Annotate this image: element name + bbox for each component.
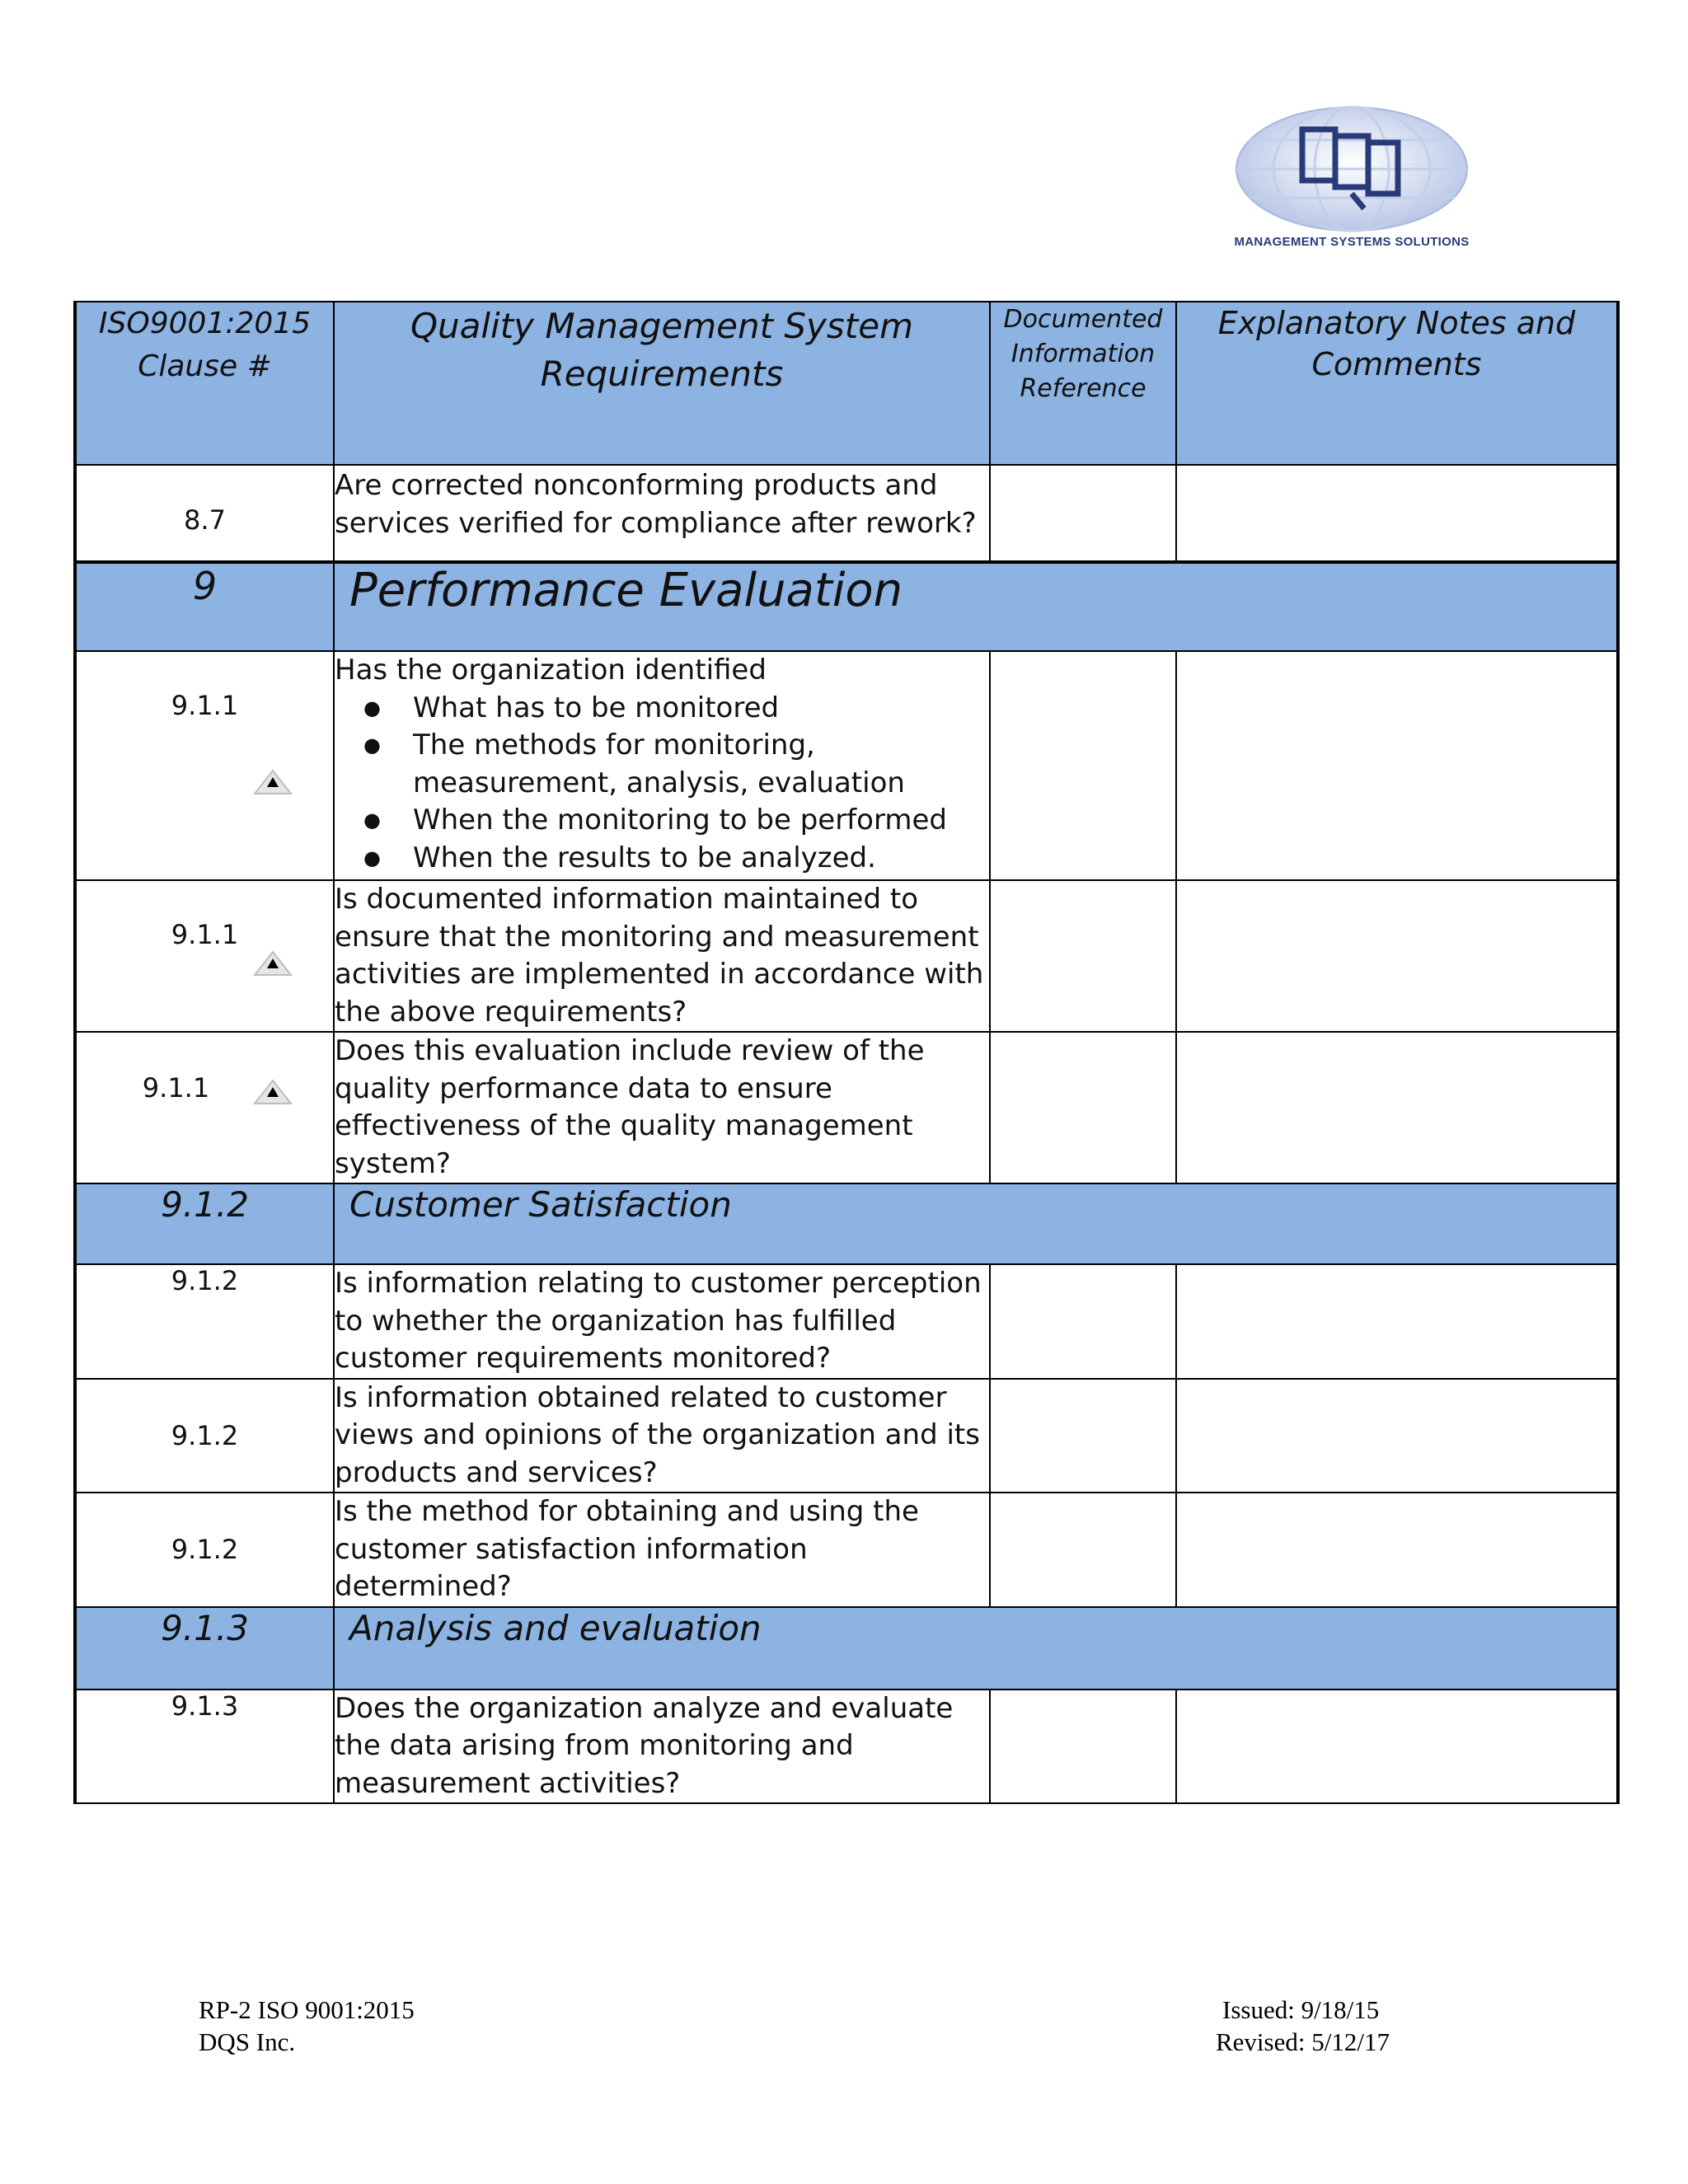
header-requirements: Quality Management System Requirements xyxy=(334,302,990,465)
scroll-up-arrow-icon[interactable] xyxy=(251,1076,294,1105)
question-cell: Has the organization identified ● What has to be monitored ● The methods for monitoring, measurement, analysis, evaluation ● When the monitoring to be performed ● When the results to be analyzed. xyxy=(334,651,990,880)
monitoring-list xyxy=(335,690,989,878)
doc-ref-cell[interactable] xyxy=(990,1379,1176,1493)
table-row xyxy=(75,1379,1618,1493)
footer-revised: Revised: 5/12/17 xyxy=(1216,2027,1390,2056)
question-cell: Is documented information maintained to ensure that the monitoring and measurement activities are implemented in accordance with the above requirements? xyxy=(334,880,990,1032)
clause-cell: 9.1.2 xyxy=(75,1379,334,1493)
notes-cell[interactable] xyxy=(1176,465,1618,562)
doc-ref-cell[interactable] xyxy=(990,1032,1176,1183)
section-clause: 9 xyxy=(75,562,334,651)
footer-doc-id: RP-2 ISO 9001:2015 xyxy=(199,1995,415,2024)
scroll-up-arrow-icon[interactable] xyxy=(251,766,294,795)
section-row xyxy=(75,562,1618,651)
list-item: ● When the monitoring to be performed xyxy=(413,802,989,840)
section-row xyxy=(75,1607,1618,1690)
footer-left xyxy=(199,1994,415,2058)
question-cell: Is the method for obtaining and using the customer satisfaction information determined? xyxy=(334,1493,990,1607)
doc-ref-cell[interactable] xyxy=(990,651,1176,880)
footer-company: DQS Inc. xyxy=(199,2027,296,2056)
table-header-row xyxy=(75,302,1618,465)
notes-cell[interactable] xyxy=(1176,1493,1618,1607)
notes-cell[interactable] xyxy=(1176,1264,1618,1379)
clause-cell: 9.1.1 xyxy=(75,1032,334,1183)
question-cell: Does this evaluation include review of the quality performance data to ensure effectiveness of the quality management system? xyxy=(334,1032,990,1183)
clause-cell: 9.1.1 xyxy=(75,880,334,1032)
question-cell: Does the organization analyze and evaluate the data arising from monitoring and measurement activities? xyxy=(334,1690,990,1804)
footer-right xyxy=(1216,1994,1390,2058)
table-row xyxy=(75,651,1618,880)
section-title: Performance Evaluation xyxy=(334,562,1618,651)
table-row xyxy=(75,465,1618,562)
table-row xyxy=(75,880,1618,1032)
header-notes: Explanatory Notes and Comments xyxy=(1176,302,1618,465)
notes-cell[interactable] xyxy=(1176,1032,1618,1183)
dqs-logo xyxy=(1228,103,1475,255)
doc-ref-cell[interactable] xyxy=(990,1264,1176,1379)
doc-ref-cell[interactable] xyxy=(990,880,1176,1032)
question-cell: Are corrected nonconforming products and services verified for compliance after rework? xyxy=(334,465,990,562)
clause-cell: 9.1.3 xyxy=(75,1690,334,1804)
notes-cell[interactable] xyxy=(1176,880,1618,1032)
requirements-table xyxy=(73,301,1620,1804)
list-item: ● What has to be monitored xyxy=(413,690,989,728)
doc-ref-cell[interactable] xyxy=(990,1493,1176,1607)
section-row xyxy=(75,1183,1618,1264)
table-row xyxy=(75,1690,1618,1804)
doc-ref-cell[interactable] xyxy=(990,465,1176,562)
scroll-up-arrow-icon[interactable] xyxy=(251,947,294,977)
section-clause: 9.1.3 xyxy=(75,1607,334,1690)
clause-cell: 9.1.1 xyxy=(75,651,334,880)
clause-cell: 9.1.2 xyxy=(75,1493,334,1607)
clause-cell: 9.1.2 xyxy=(75,1264,334,1379)
list-item: ● When the results to be analyzed. xyxy=(413,840,989,878)
notes-cell[interactable] xyxy=(1176,1379,1618,1493)
doc-ref-cell[interactable] xyxy=(990,1690,1176,1804)
table-row xyxy=(75,1493,1618,1607)
notes-cell[interactable] xyxy=(1176,651,1618,880)
section-title: Analysis and evaluation xyxy=(334,1607,1618,1690)
question-cell: Is information relating to customer perception to whether the organization has fulfilled customer requirements monitored? xyxy=(334,1264,990,1379)
section-clause: 9.1.2 xyxy=(75,1183,334,1264)
table-row xyxy=(75,1264,1618,1379)
logo-tagline: MANAGEMENT SYSTEMS SOLUTIONS xyxy=(1234,235,1470,249)
notes-cell[interactable] xyxy=(1176,1690,1618,1804)
header-clause: ISO9001:2015 Clause # xyxy=(75,302,334,465)
question-cell: Is information obtained related to customer views and opinions of the organization and its products and services? xyxy=(334,1379,990,1493)
list-item: ● The methods for monitoring, measurement, analysis, evaluation xyxy=(413,727,989,802)
clause-cell: 8.7 xyxy=(75,465,334,562)
header-doc-reference: Documented Information Reference xyxy=(990,302,1176,465)
table-row xyxy=(75,1032,1618,1183)
section-title: Customer Satisfaction xyxy=(334,1183,1618,1264)
footer-issued: Issued: 9/18/15 xyxy=(1222,1995,1380,2024)
globe-logo-icon xyxy=(1228,103,1475,235)
